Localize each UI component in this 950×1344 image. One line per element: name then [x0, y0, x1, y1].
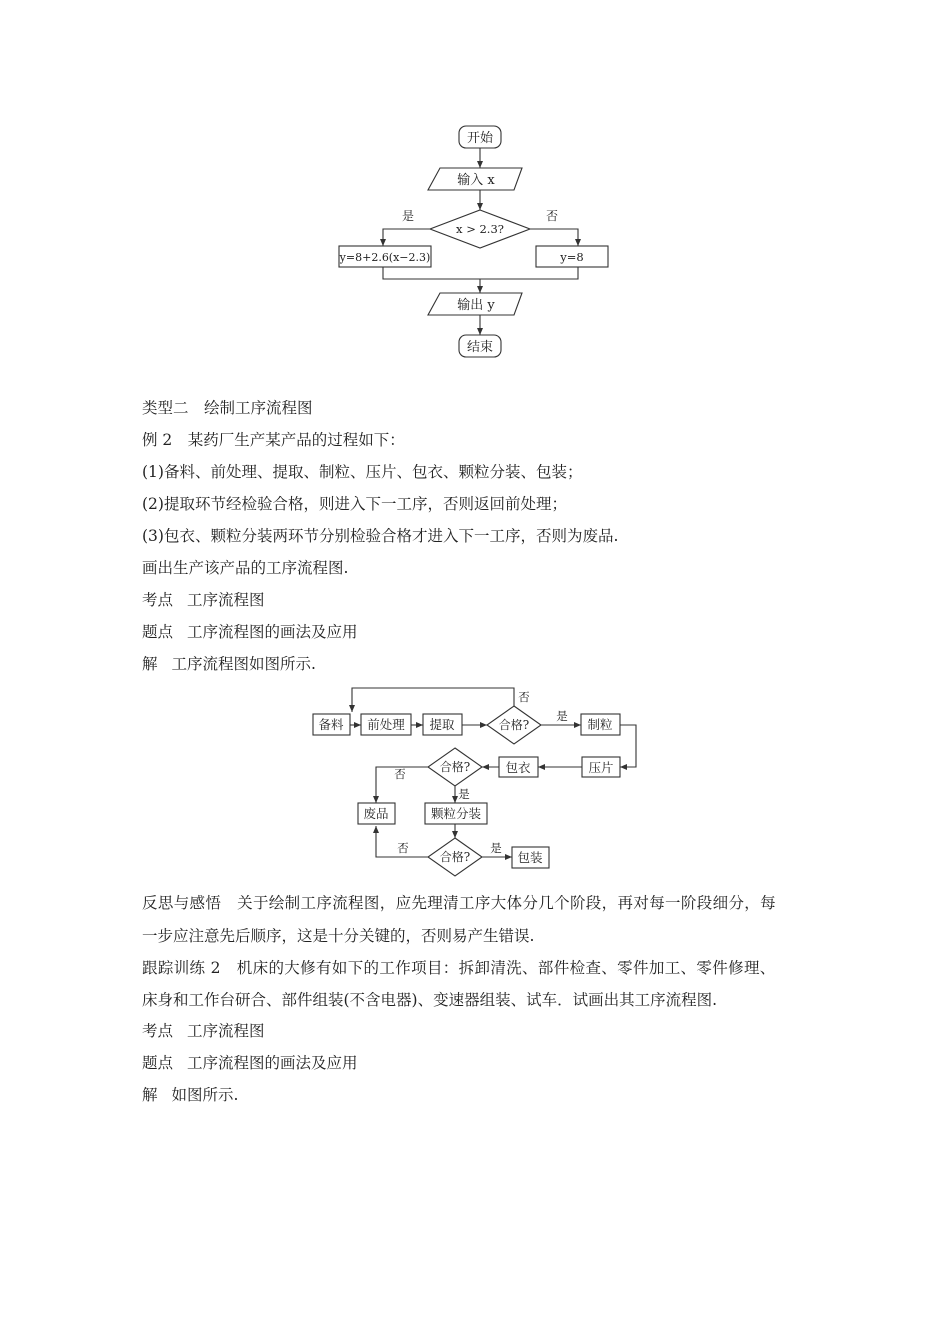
tidian-1-text: 工序流程图的画法及应用 [187, 623, 358, 641]
training-line-2: 床身和工作台研合、部件组装(不含电器)、变速器组装、试车．试画出其工序流程图. [142, 991, 718, 1009]
label-yapian: 压片 [588, 760, 614, 775]
label-feipin: 废品 [363, 806, 389, 821]
jie-2-text: 如图所示. [171, 1086, 239, 1104]
jie-1 [142, 654, 316, 674]
tidian-2-label: 题点 [142, 1054, 174, 1072]
section-heading: 类型二 绘制工序流程图 [142, 399, 313, 417]
no-process-label: y=8 [560, 250, 584, 264]
reflect-line-1: 反思与感悟 关于绘制工序流程图，应先理清工序大体分几个阶段，再对每一阶段细分，每 [142, 894, 777, 912]
label-shi-3: 是 [490, 841, 502, 855]
label-baoyi: 包衣 [505, 760, 531, 775]
label-shi-1: 是 [556, 709, 568, 723]
label-hege-2: 合格? [439, 760, 471, 774]
yes-label: 是 [401, 209, 415, 223]
kaodian-2-text: 工序流程图 [187, 1022, 265, 1040]
jie-1-text: 工序流程图如图所示. [171, 655, 316, 673]
step-3: (3)包衣、颗粒分装两环节分别检验合格才进入下一工序，否则为废品. [142, 527, 619, 545]
tidian-1-label: 题点 [142, 623, 174, 641]
kaodian-1-text: 工序流程图 [187, 591, 265, 609]
decision-label: x > 2.3? [456, 222, 504, 236]
label-beiliao: 备料 [318, 717, 344, 732]
flowchart-piecewise [0, 0, 950, 370]
start-label: 开始 [466, 131, 494, 146]
label-hege-3: 合格? [439, 850, 471, 864]
no-label: 否 [545, 209, 559, 223]
jie-2 [142, 1085, 238, 1105]
reflect-line-2: 一步应注意先后顺序，这是十分关键的，否则易产生错误. [142, 927, 535, 945]
end-label: 结束 [466, 340, 494, 355]
label-fou-1: 否 [518, 690, 530, 704]
kaodian-2-label: 考点 [142, 1022, 174, 1040]
example-heading: 例 2 某药厂生产某产品的过程如下： [142, 431, 405, 449]
task-text: 画出生产该产品的工序流程图. [142, 559, 349, 577]
label-keli: 颗粒分装 [430, 806, 482, 821]
output-label: 输出 y [457, 298, 495, 313]
jie-2-label: 解 [142, 1086, 158, 1104]
input-label: 输入 x [457, 173, 495, 188]
label-hege-1: 合格? [498, 718, 530, 732]
label-tiqu: 提取 [429, 717, 455, 732]
kaodian-1 [142, 590, 265, 610]
kaodian-1-label: 考点 [142, 591, 174, 609]
label-shi-2: 是 [458, 787, 470, 801]
flowchart-production [0, 680, 950, 880]
step-1: (1)备料、前处理、提取、制粒、压片、包衣、颗粒分装、包装； [142, 463, 583, 481]
label-baozhuang: 包装 [517, 850, 543, 865]
jie-1-label: 解 [142, 655, 158, 673]
step-2: (2)提取环节经检验合格，则进入下一工序，否则返回前处理； [142, 495, 567, 513]
label-zhili: 制粒 [587, 717, 613, 732]
label-fou-3: 否 [397, 841, 409, 855]
tidian-2 [142, 1053, 358, 1073]
label-qianchuli: 前处理 [367, 717, 405, 732]
tidian-2-text: 工序流程图的画法及应用 [187, 1054, 358, 1072]
kaodian-2 [142, 1021, 265, 1041]
label-fou-2: 否 [394, 767, 406, 781]
yes-process-label: y=8+2.6(x−2.3) [339, 251, 431, 264]
tidian-1 [142, 622, 358, 642]
training-line-1: 跟踪训练 2 机床的大修有如下的工作项目：拆卸清洗、部件检查、零件加工、零件修理、 [142, 959, 776, 977]
